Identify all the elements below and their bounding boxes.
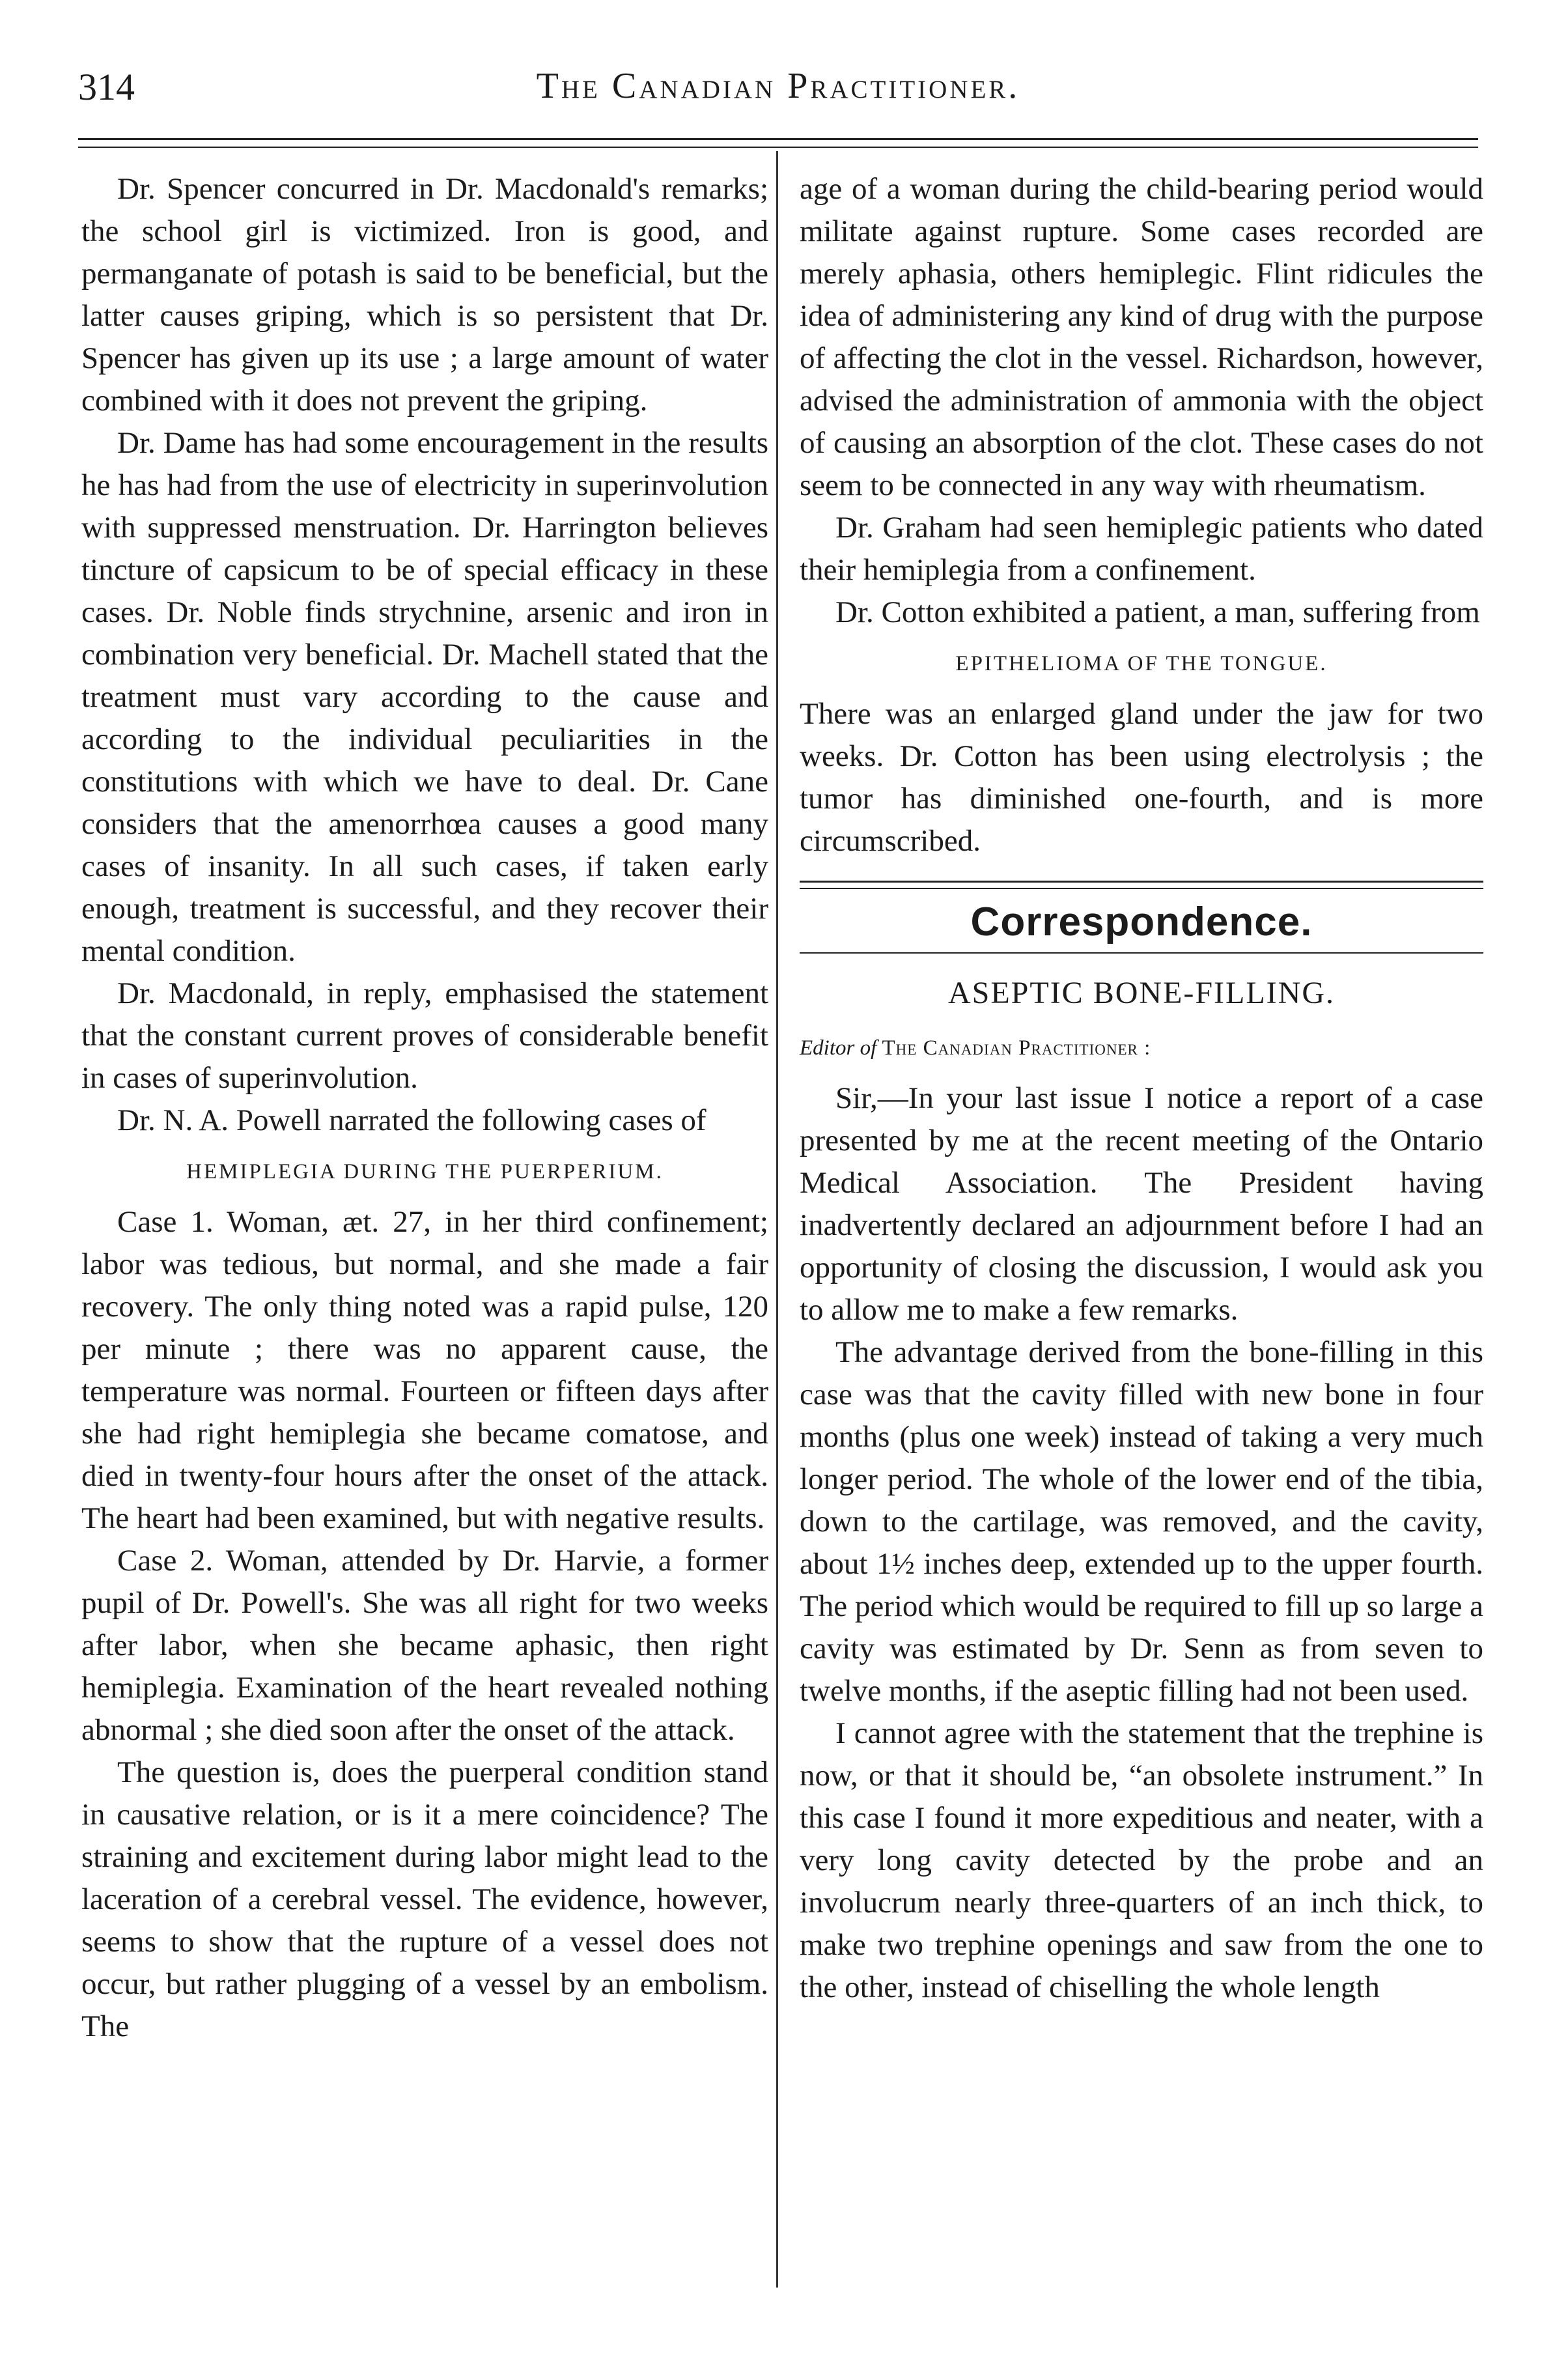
subheading-hemiplegia: HEMIPLEGIA DURING THE PUERPERIUM. [186, 1160, 664, 1184]
paragraph: Dr. N. A. Powell narrated the following cases of [117, 1103, 707, 1137]
paragraph: The advantage derived from the bone-filling in this case was that the cavity filled with new bone in four months (plus one week) instead of taking a very much longer period. The whole of the lower end of the tibia, down to the cartilage, was removed, and the cavity, about 1½ inches deep, extended up to the upper fourth. The period which would be required to fill up so large a cavity was estimated by Dr. Senn as from seven to twelve months, if the aseptic filling had not been used. [800, 1335, 1483, 1708]
paragraph: I cannot agree with the statement that the trephine is now, or that it should be, “an obsolete instrument.” In this case I found it more expeditious and neater, with a very long cavity detected by the probe and an involucrum nearly three-quarters of an inch thick, to make two trephine openings and saw from the one to the other, instead of chiselling the whole length [800, 1716, 1483, 2004]
thin-rule [800, 952, 1483, 954]
header-rule [78, 138, 1478, 148]
paragraph: age of a woman during the child-bearing period would militate against rupture. Some cases recorded are merely aphasia, others hemiplegic. Flint ridicules the idea of administering any kind of drug with the purpose of affecting the clot in the vessel. Richardson, however, advised the administration of ammonia with the object of causing an absorption of the clot. These cases do not seem to be connected in any way with rheumatism. [800, 172, 1483, 502]
paragraph: Case 2. Woman, attended by Dr. Harvie, a former pupil of Dr. Powell's. She was all right for two weeks after labor, when she became aphasic, then right hemiplegia. Examination of the heart revealed nothing abnormal ; she died soon after the onset of the attack. [81, 1544, 768, 1747]
byline [800, 1027, 1483, 1070]
paragraph: Sir,—In your last issue I notice a report of a case presented by me at the recent meeting of the Ontario Medical Association. The President having inadvertently declared an adjournment before I had an opportunity of closing the discussion, I would ask you to allow me to make a few remarks. [800, 1081, 1483, 1327]
column-divider [776, 151, 778, 2288]
running-title: The Canadian Practitioner. [536, 66, 1020, 106]
paragraph: Dr. Macdonald, in reply, emphasised the statement that the constant current proves of considerable benefit in cases of superinvolution. [81, 976, 768, 1095]
paragraph: Dr. Cotton exhibited a patient, a man, suffering from [835, 595, 1480, 629]
left-column [81, 168, 768, 2048]
paragraph: Dr. Graham had seen hemiplegic patients who dated their hemiplegia from a confinement. [800, 511, 1483, 587]
paragraph: The question is, does the puerperal condition stand in causative relation, or is it a mere coincidence? The straining and excitement during labor might lead to the laceration of a cerebral vessel. The evidence, however, seems to show that the rupture of a vessel does not occur, but rather plugging of a vessel by an embolism. The [81, 1755, 768, 2043]
paragraph: Case 1. Woman, æt. 27, in her third confinement; labor was tedious, but normal, and she made a fair recovery. The only thing noted was a rapid pulse, 120 per minute ; there was no apparent cause, the temperature was normal. Fourteen or fifteen days after she had right hemiplegia she became comatose, and died in twenty-four hours after the onset of the attack. The heart had been examined, but with negative results. [81, 1205, 768, 1535]
paragraph: Dr. Spencer concurred in Dr. Macdonald's remarks; the school girl is victimized. Iron is good, and permanganate of potash is said to be beneficial, but the latter causes griping, which is so persistent that Dr. Spencer has given up its use ; a large amount of water combined with it does not prevent the griping. [81, 172, 768, 418]
page-number: 314 [78, 66, 135, 108]
paragraph: Dr. Dame has had some encouragement in the results he has had from the use of electricity in superinvolution with suppressed menstruation. Dr. Harrington believes tincture of capsicum to be of special efficacy in these cases. Dr. Noble finds strychnine, arsenic and iron in combination very beneficial. Dr. Machell stated that the treatment must vary according to the cause and according to the individual peculiarities in the constitutions with which we have to deal. Dr. Cane considers that the amenorrhœa causes a good many cases of insanity. In all such cases, if taken early enough, treatment is successful, and they recover their mental condition. [81, 426, 768, 968]
byline-journal: The Canadian Practitioner : [882, 1036, 1151, 1060]
byline-editor: Editor of [800, 1036, 877, 1060]
subheading-epithelioma: EPITHELIOMA OF THE TONGUE. [955, 652, 1328, 675]
article-title: ASEPTIC BONE-FILLING. [948, 976, 1335, 1010]
paragraph: There was an enlarged gland under the jaw for two weeks. Dr. Cotton has been using electrolysis ; the tumor has diminished one-fourth, and is more circumscribed. [800, 697, 1483, 858]
page-header [78, 65, 1478, 130]
section-rule [800, 881, 1483, 889]
right-column [800, 168, 1483, 2009]
section-title: Correspondence. [970, 900, 1313, 944]
